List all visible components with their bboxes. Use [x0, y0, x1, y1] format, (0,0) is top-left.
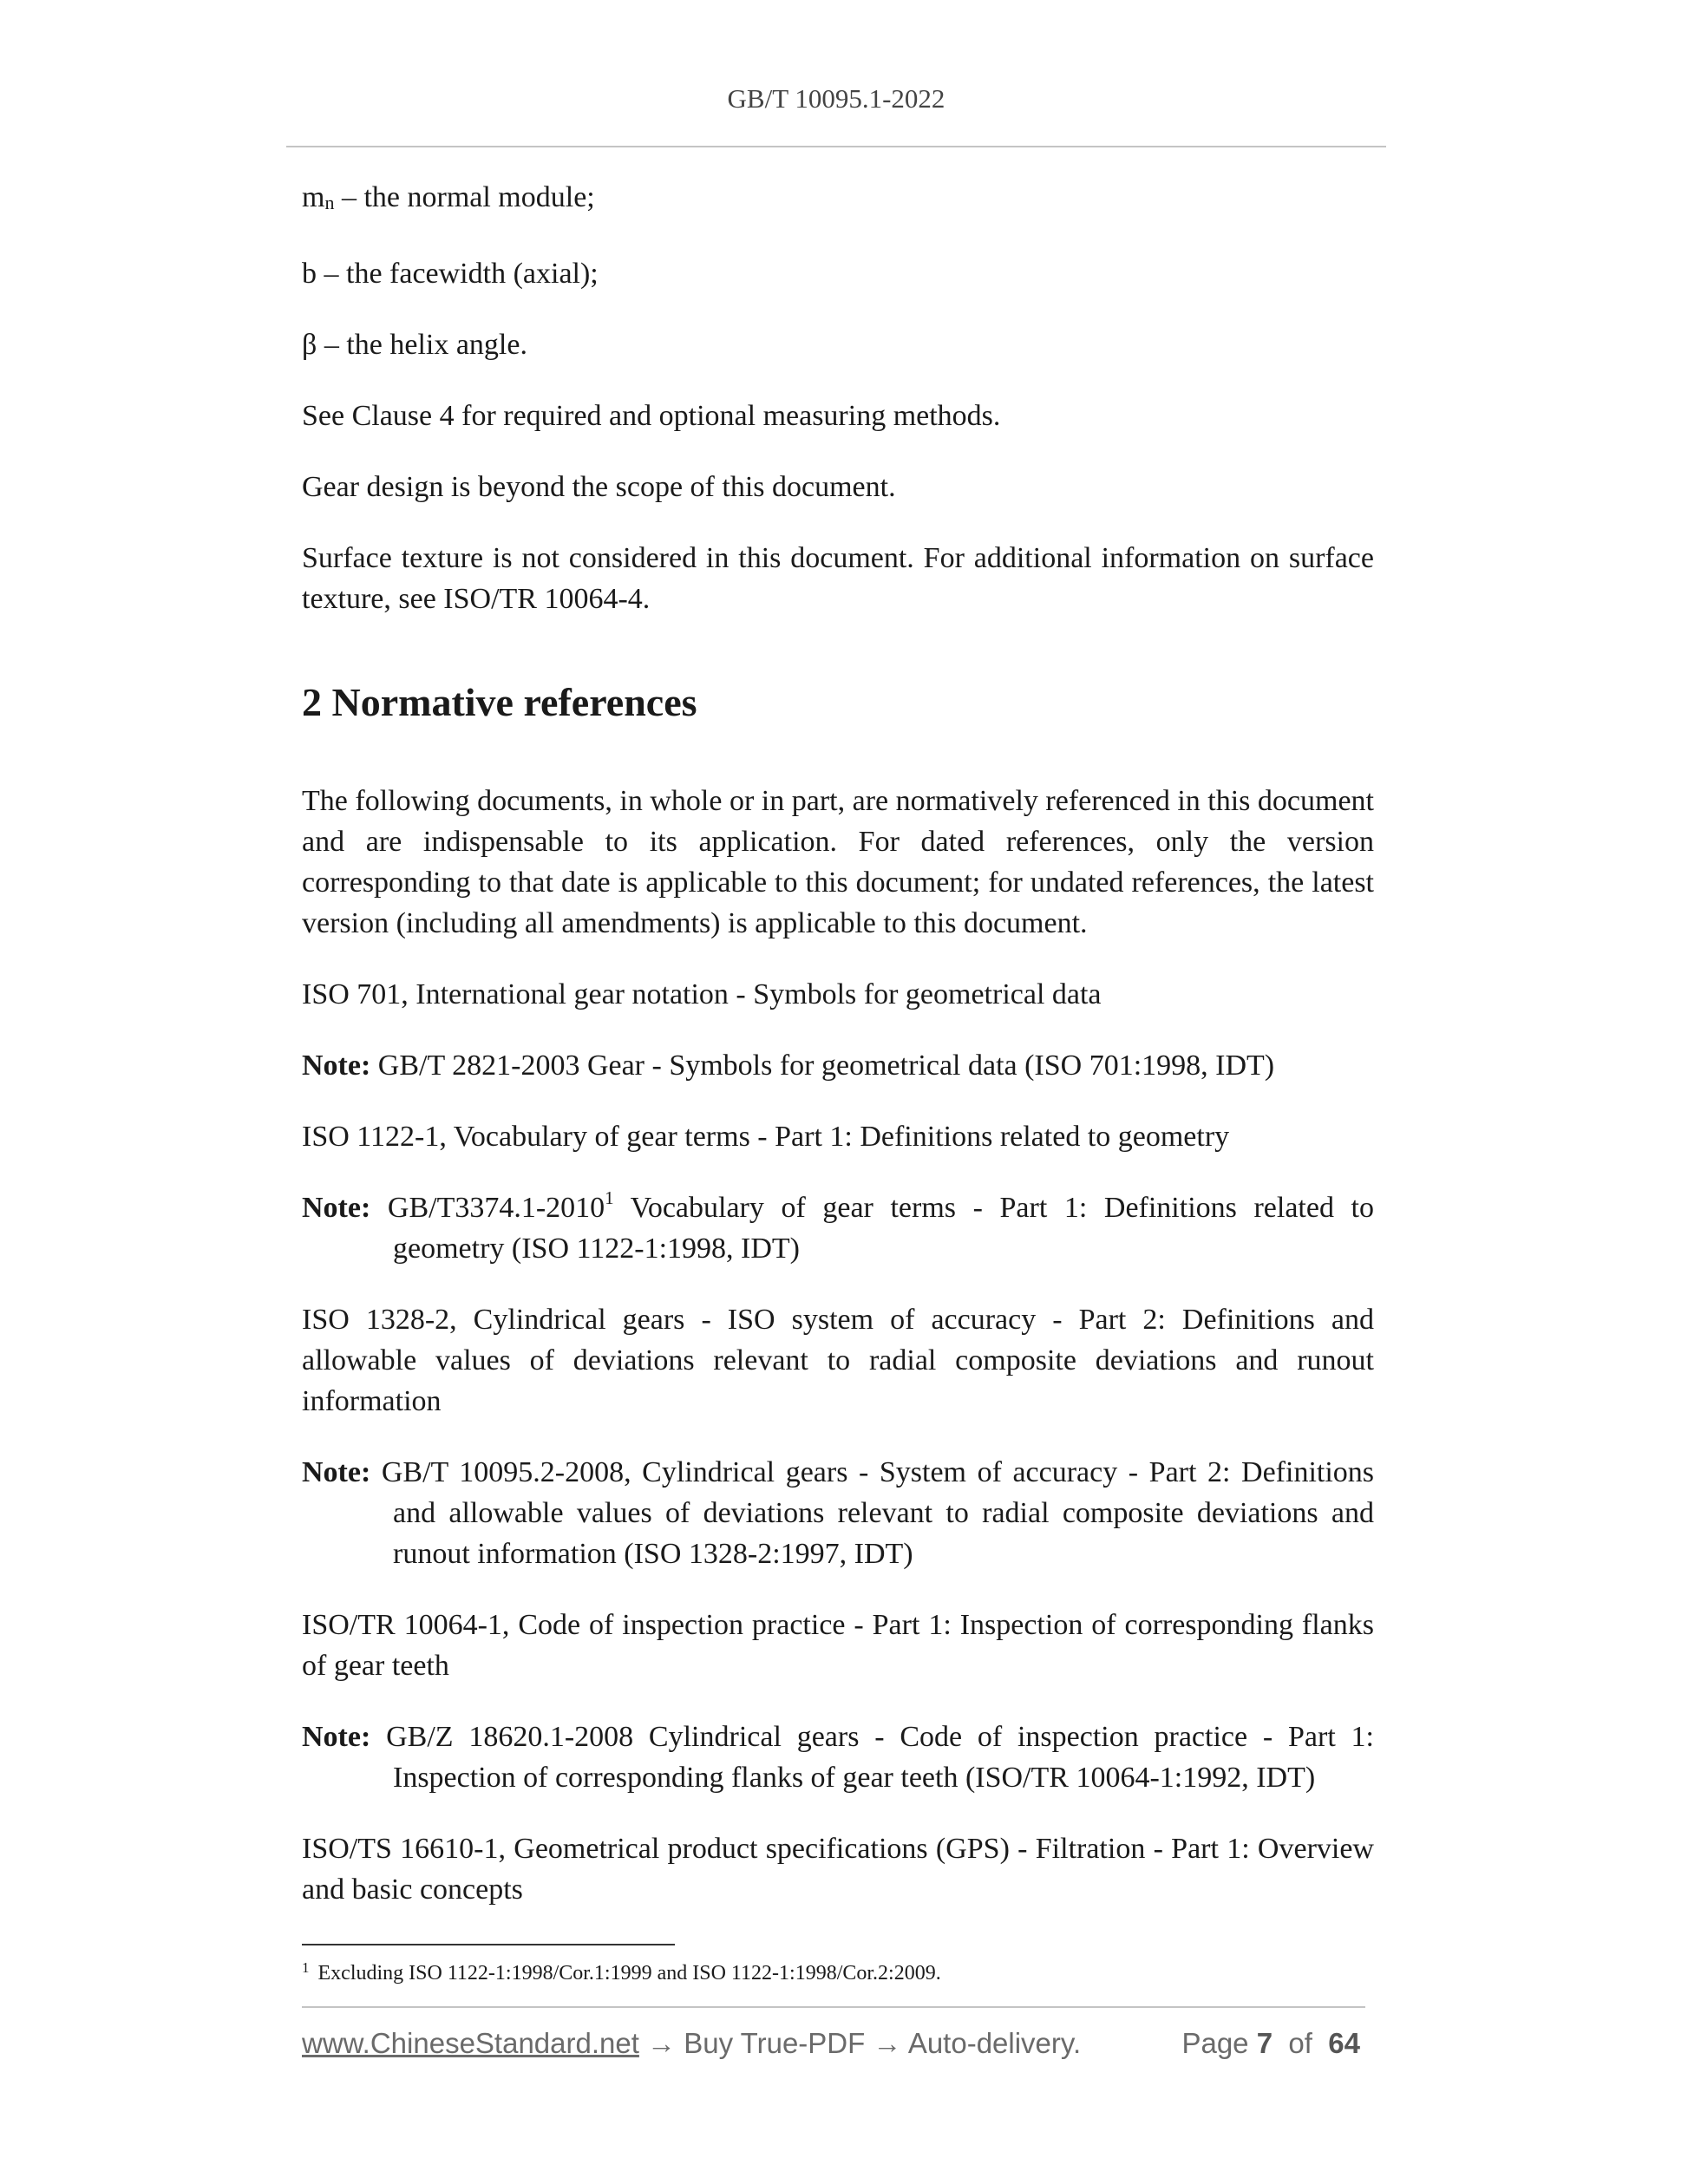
reference-note	[302, 1716, 1374, 1798]
definition-text: – the facewidth (axial);	[317, 258, 599, 290]
note-text: GB/T3374.1-2010	[387, 1192, 605, 1224]
note-text: GB/T 2821-2003 Gear - Symbols for geometrical data (ISO 701:1998, IDT)	[377, 1049, 1275, 1082]
running-header: GB/T 10095.1-2022	[727, 83, 945, 114]
note-label: Note:	[302, 1192, 371, 1224]
reference-item: ISO/TS 16610-1, Geometrical product specifications (GPS) - Filtration - Part 1: Overview and basic concepts	[302, 1833, 1374, 1906]
definition-text: – the normal module;	[334, 181, 595, 213]
reference-note	[302, 1045, 1374, 1086]
footnote-reference[interactable]: 1	[605, 1187, 614, 1208]
definition-item	[302, 177, 1374, 223]
section-heading: 2 Normative references	[302, 680, 697, 724]
definition-subscript: n	[324, 192, 335, 213]
footnote	[302, 1954, 1374, 1987]
footer-promo-text: → Buy True-PDF → Auto-delivery.	[638, 2027, 1082, 2059]
definition-symbol: β	[302, 329, 317, 361]
paragraph-see-clause: See Clause 4 for required and optional measuring methods.	[302, 400, 1001, 432]
note-text: GB/T 10095.2-2008, Cylindrical gears - System of accuracy - Part 2: Definitions and allowable values of deviations relevant to radial composite deviations and runout information (ISO 1328-2:1997, IDT)	[381, 1456, 1375, 1570]
footer-divider	[302, 2006, 1365, 2008]
footer-promo	[302, 2027, 1081, 2060]
page-total: 64	[1328, 2027, 1360, 2059]
note-label: Note:	[302, 1456, 371, 1488]
page-indicator	[1181, 2027, 1360, 2060]
of-word: of	[1288, 2027, 1312, 2059]
note-label: Note:	[302, 1049, 371, 1082]
header-divider	[286, 146, 1386, 147]
footnote-mark: 1	[302, 1959, 310, 1976]
definition-symbol: m	[302, 181, 325, 213]
reference-note	[302, 1452, 1374, 1574]
footnote-divider	[302, 1944, 675, 1945]
website-link[interactable]: www.ChineseStandard.net	[302, 2027, 639, 2059]
page-body	[302, 177, 1374, 1910]
definition-text: – the helix angle.	[317, 329, 527, 361]
reference-item: ISO 1122-1, Vocabulary of gear terms - Part 1: Definitions related to geometry	[302, 1121, 1230, 1153]
note-text: GB/Z 18620.1-2008 Cylindrical gears - Code of inspection practice - Part 1: Inspection of corresponding flanks of gear teeth (ISO/TR 10064-1:1992, IDT)	[386, 1721, 1374, 1794]
definition-item	[302, 324, 1374, 365]
paragraph-gear-design: Gear design is beyond the scope of this document.	[302, 471, 896, 503]
page-word: Page	[1181, 2027, 1249, 2059]
reference-item: ISO/TR 10064-1, Code of inspection practice - Part 1: Inspection of corresponding flanks of gear teeth	[302, 1609, 1374, 1682]
definition-item	[302, 253, 1374, 294]
section-intro: The following documents, in whole or in part, are normatively referenced in this document and are indispensable to its application. For dated references, only the version corresponding to that date is applicable to this document; for undated references, the latest version (including all amendments) is applicable to this document.	[302, 785, 1374, 939]
reference-item: ISO 1328-2, Cylindrical gears - ISO system of accuracy - Part 2: Definitions and allowable values of deviations relevant to radial composite deviations and runout information	[302, 1304, 1374, 1417]
definition-symbol: b	[302, 258, 317, 290]
footnote-text: Excluding ISO 1122-1:1998/Cor.1:1999 and ISO 1122-1:1998/Cor.2:2009.	[317, 1962, 941, 1985]
note-label: Note:	[302, 1721, 371, 1753]
reference-note	[302, 1187, 1374, 1269]
paragraph-surface-texture: Surface texture is not considered in this document. For additional information on surface texture, see ISO/TR 10064-4.	[302, 542, 1374, 615]
note-text: Vocabulary of gear terms - Part 1: Definitions related to geometry (ISO 1122-1:1998, IDT)	[393, 1192, 1374, 1265]
reference-item: ISO 701, International gear notation - Symbols for geometrical data	[302, 978, 1102, 1010]
page-footer	[302, 2027, 1365, 2069]
page-number: 7	[1256, 2027, 1273, 2059]
